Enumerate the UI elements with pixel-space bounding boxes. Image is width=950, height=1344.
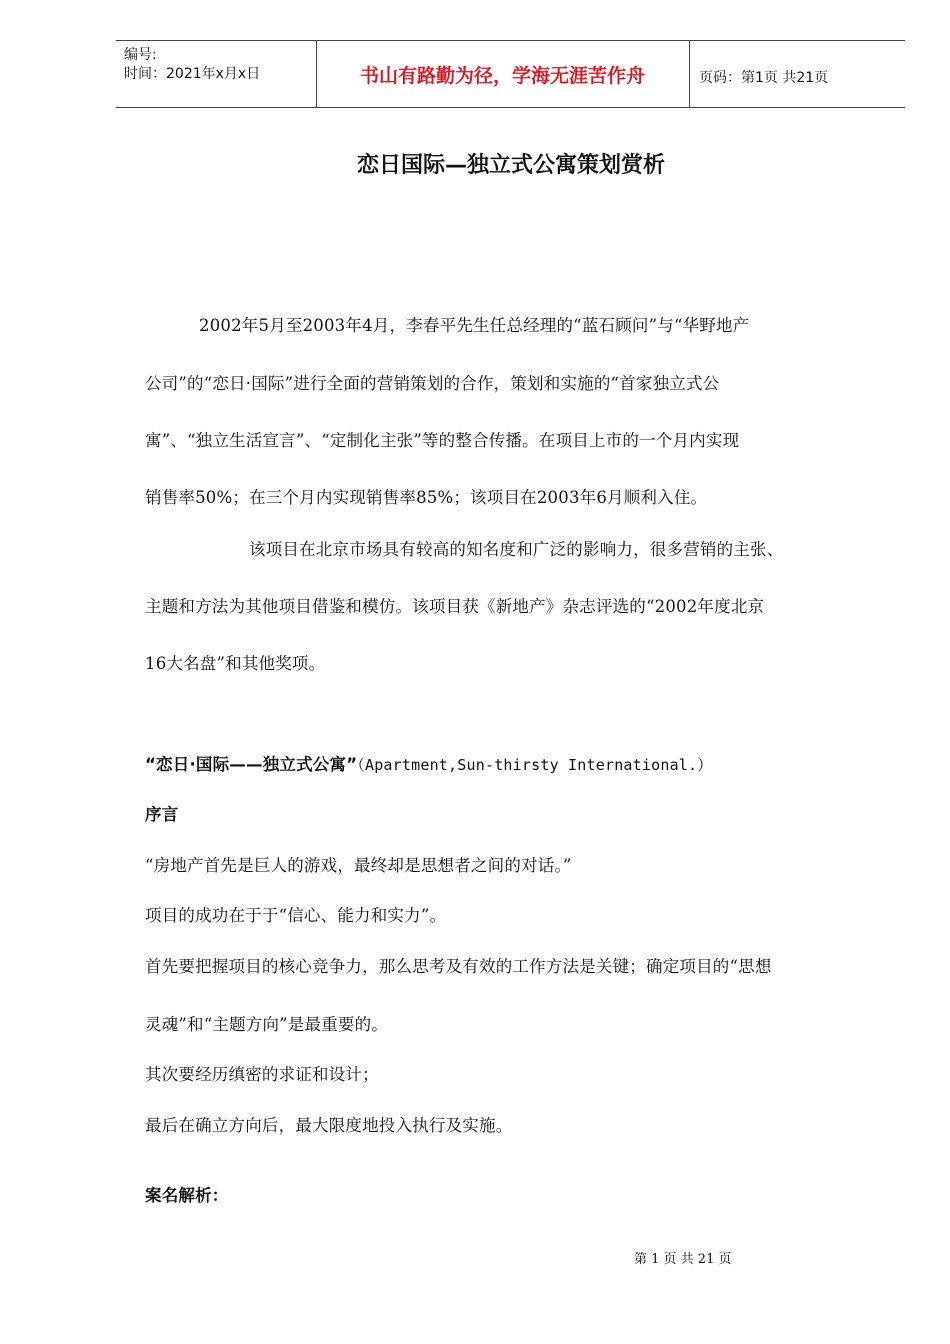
intro-line-1: 2002年5月至2003年4月，李春平先生任总经理的“蓝石顾问”与“华野地产 [199, 316, 750, 335]
intro-line-5: 该项目在北京市场具有较高的知名度和广泛的影响力，很多营销的主张、 [249, 540, 784, 559]
section-heading-en: （Apartment,Sun-thirsty International.） [357, 756, 713, 774]
intro-line-2: 公司”的“恋日·国际”进行全面的营销策划的合作，策划和实施的“首家独立式公 [145, 374, 720, 393]
case-heading: 案名解析： [145, 1186, 229, 1205]
section-heading-cn: “恋日·国际——独立式公寓” [145, 755, 358, 774]
header-motto-cell [316, 41, 690, 107]
header-page-cell [689, 41, 905, 107]
document-title: 恋日国际—独立式公寓策划赏析 [356, 153, 665, 178]
preface-line-2: 项目的成功在于于“信心、能力和实力”。 [145, 906, 447, 925]
page-info: 页码：第1页 共21页 [699, 70, 829, 86]
time-line: 时间：2021年x月x日 [124, 66, 261, 82]
preface-heading: 序言 [145, 805, 179, 824]
header-meta-cell [116, 41, 317, 107]
section-heading [145, 751, 712, 775]
preface-line-1: “房地产首先是巨人的游戏，最终却是思想者之间的对话。” [145, 856, 572, 875]
motto: 书山有路勤为径，学海无涯苦作舟 [359, 65, 645, 87]
page-footer: 第 1 页 共 21 页 [634, 1252, 732, 1267]
preface-line-6: 最后在确立方向后，最大限度地投入执行及实施。 [145, 1116, 513, 1135]
intro-line-7: 16大名盘”和其他奖项。 [145, 654, 326, 673]
intro-line-6: 主题和方法为其他项目借鉴和模仿。该项目获《新地产》杂志评选的“2002年度北京 [145, 597, 765, 616]
intro-line-4: 销售率50%；在三个月内实现销售率85%；该项目在2003年6月顺利入住。 [145, 488, 708, 507]
preface-line-5: 其次要经历缜密的求证和设计； [145, 1065, 379, 1084]
serial-label: 编号: [124, 47, 157, 63]
header-table [116, 40, 905, 108]
preface-line-4: 灵魂”和“主题方向”是最重要的。 [145, 1015, 389, 1034]
intro-line-3: 寓”、“独立生活宣言”、“定制化主张”等的整合传播。在项目上市的一个月内实现 [145, 431, 740, 450]
preface-line-3: 首先要把握项目的核心竞争力，那么思考及有效的工作方法是关键；确定项目的“思想 [145, 957, 772, 976]
